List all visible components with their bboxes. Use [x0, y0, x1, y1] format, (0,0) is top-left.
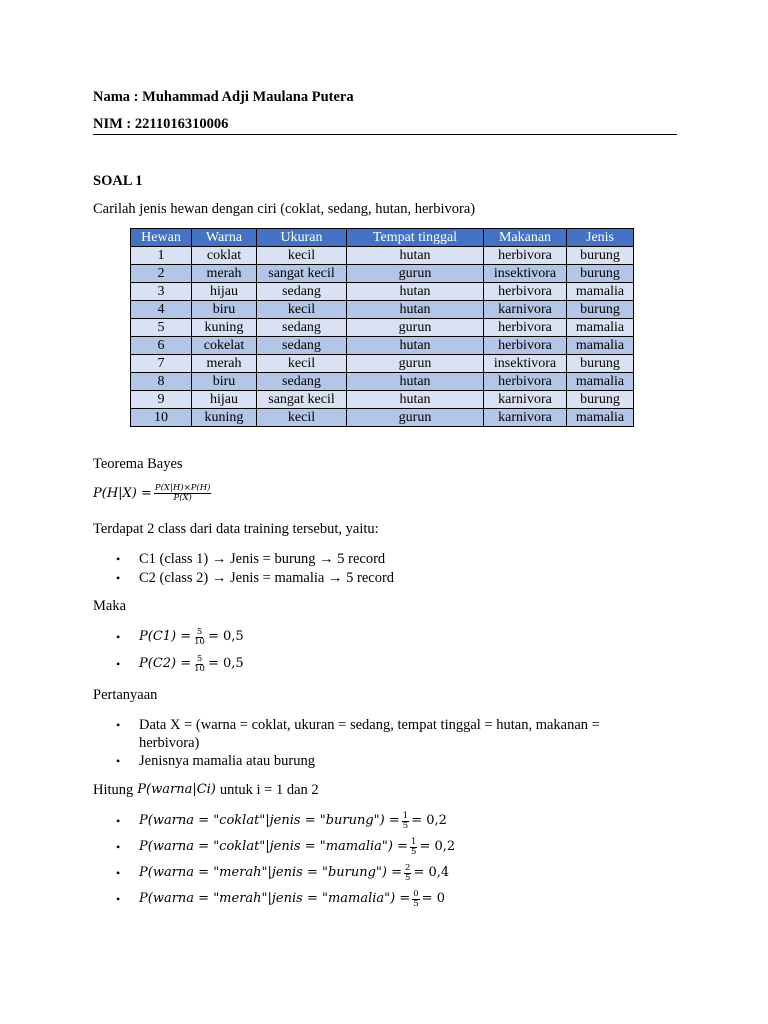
table-cell: herbivora: [484, 247, 567, 265]
likelihood-result: = 0: [421, 891, 445, 906]
table-cell: sedang: [257, 373, 347, 391]
likelihood-fraction: [404, 864, 411, 883]
table-header-row: [131, 229, 634, 247]
table-cell: 4: [131, 301, 192, 319]
table-cell: hutan: [347, 301, 484, 319]
table-cell: gurun: [347, 265, 484, 283]
table-cell: merah: [192, 355, 257, 373]
likelihood-lhs: P(warna = "coklat"|jenis = "mamalia") =: [139, 839, 409, 854]
table-cell: kecil: [257, 409, 347, 427]
table-cell: hijau: [192, 283, 257, 301]
table-cell: biru: [192, 301, 257, 319]
bayes-formula: [93, 484, 213, 503]
classes-intro: Terdapat 2 class dari data training tersebut, yaitu:: [93, 521, 379, 537]
prior-numerator: 5: [196, 626, 203, 637]
table-row: [131, 247, 634, 265]
likelihood-numerator: 0: [413, 888, 419, 899]
table-cell: 3: [131, 283, 192, 301]
likelihood-denominator: 5: [411, 846, 417, 857]
likelihood-item: [139, 808, 447, 834]
likelihood-denominator: 5: [413, 898, 419, 909]
likelihood-result: = 0,2: [419, 839, 456, 854]
table-cell: kecil: [257, 301, 347, 319]
prior-fraction: [193, 628, 206, 647]
likelihood-lhs: P(warna = "merah"|jenis = "burung") =: [139, 865, 403, 880]
table-cell: hutan: [347, 247, 484, 265]
table-cell: mamalia: [567, 319, 634, 337]
bullet-icon: •: [116, 552, 121, 566]
bullet-icon: •: [116, 814, 121, 828]
table-cell: hutan: [347, 373, 484, 391]
table-cell: biru: [192, 373, 257, 391]
likelihood-denominator: 5: [402, 820, 409, 831]
table-cell: herbivora: [484, 337, 567, 355]
table-cell: kecil: [257, 247, 347, 265]
table-cell: 7: [131, 355, 192, 373]
prior-result: = 0,5: [207, 629, 244, 644]
table-cell: burung: [567, 247, 634, 265]
table-cell: kuning: [192, 409, 257, 427]
table-cell: 6: [131, 337, 192, 355]
class-item: C2 (class 2) → Jenis = mamalia → 5 record: [139, 570, 395, 586]
pertanyaan-title: Pertanyaan: [93, 687, 158, 703]
likelihood-item: [139, 886, 445, 912]
table-cell: kuning: [192, 319, 257, 337]
table-header-cell: Makanan: [484, 229, 567, 247]
table-row: [131, 301, 634, 319]
table-cell: karnivora: [484, 409, 567, 427]
animal-data-table: [130, 228, 634, 427]
table-cell: coklat: [192, 247, 257, 265]
bullet-icon: •: [116, 892, 121, 906]
table-row: [131, 373, 634, 391]
table-cell: 1: [131, 247, 192, 265]
table-row: [131, 355, 634, 373]
bayes-numerator: P(X|H)×P(H): [154, 483, 211, 493]
bayes-denominator: P(X): [173, 493, 192, 503]
table-cell: burung: [567, 265, 634, 283]
question-jenis: Jenisnya mamalia atau burung: [139, 753, 315, 769]
table-cell: herbivora: [484, 373, 567, 391]
table-cell: 9: [131, 391, 192, 409]
bayes-fraction: [154, 484, 212, 503]
table-cell: gurun: [347, 355, 484, 373]
table-cell: mamalia: [567, 337, 634, 355]
likelihood-fraction: [402, 812, 409, 831]
bullet-icon: •: [116, 571, 121, 585]
prior-c1: [139, 624, 244, 650]
prior-c2: [139, 651, 244, 677]
student-name: Nama : Muhammad Adji Maulana Putera: [93, 89, 354, 105]
bayes-lhs: P(H|X) =: [93, 485, 152, 501]
table-cell: burung: [567, 301, 634, 319]
question-prompt: Carilah jenis hewan dengan ciri (coklat, sedang, hutan, herbivora): [93, 201, 476, 217]
table-cell: kecil: [257, 355, 347, 373]
table-cell: herbivora: [484, 319, 567, 337]
table-cell: hutan: [347, 391, 484, 409]
hitung-line: [93, 781, 319, 799]
table-header-cell: Ukuran: [257, 229, 347, 247]
table-cell: sedang: [257, 319, 347, 337]
table-cell: sangat kecil: [257, 265, 347, 283]
table-cell: 8: [131, 373, 192, 391]
table-cell: herbivora: [484, 283, 567, 301]
table-row: [131, 283, 634, 301]
bayes-title: Teorema Bayes: [93, 456, 183, 472]
table-header-cell: Jenis: [567, 229, 634, 247]
table-row: [131, 319, 634, 337]
likelihood-item: [139, 860, 449, 886]
table-cell: burung: [567, 355, 634, 373]
header-divider: [93, 134, 677, 135]
table-cell: merah: [192, 265, 257, 283]
table-cell: sedang: [257, 283, 347, 301]
likelihood-numerator: 1: [402, 810, 409, 821]
table-cell: insektivora: [484, 355, 567, 373]
table-cell: 2: [131, 265, 192, 283]
table-row: [131, 337, 634, 355]
table-cell: mamalia: [567, 373, 634, 391]
prior-lhs: P(C1) =: [139, 629, 192, 644]
table-cell: mamalia: [567, 409, 634, 427]
table-cell: insektivora: [484, 265, 567, 283]
prior-result: = 0,5: [207, 656, 244, 671]
table-cell: mamalia: [567, 283, 634, 301]
table-header-cell: Tempat tinggal: [347, 229, 484, 247]
table-header-cell: Hewan: [131, 229, 192, 247]
table-cell: karnivora: [484, 391, 567, 409]
bullet-icon: •: [116, 840, 121, 854]
table-cell: gurun: [347, 409, 484, 427]
bullet-icon: •: [116, 718, 121, 732]
maka-title: Maka: [93, 598, 127, 614]
table-cell: hutan: [347, 283, 484, 301]
table-row: [131, 409, 634, 427]
table-row: [131, 265, 634, 283]
table-cell: gurun: [347, 319, 484, 337]
likelihood-item: [139, 834, 455, 860]
question-data-line2: herbivora): [139, 735, 200, 751]
prior-fraction: [193, 655, 206, 674]
likelihood-lhs: P(warna = "coklat"|jenis = "burung") =: [139, 813, 400, 828]
table-header-cell: Warna: [192, 229, 257, 247]
hitung-expr: P(warna|Ci): [137, 782, 216, 797]
prior-denominator: 10: [194, 663, 205, 674]
prior-denominator: 10: [194, 636, 205, 647]
likelihood-result: = 0,4: [413, 865, 450, 880]
likelihood-fraction: [412, 890, 419, 909]
likelihood-lhs: P(warna = "merah"|jenis = "mamalia") =: [139, 891, 411, 906]
table-row: [131, 391, 634, 409]
likelihood-numerator: 1: [411, 836, 417, 847]
bullet-icon: •: [116, 630, 121, 644]
table-cell: burung: [567, 391, 634, 409]
likelihood-fraction: [410, 838, 417, 857]
table-cell: hijau: [192, 391, 257, 409]
likelihood-denominator: 5: [405, 872, 411, 883]
table-cell: sedang: [257, 337, 347, 355]
hitung-suffix: untuk i = 1 dan 2: [219, 782, 319, 798]
table-cell: sangat kecil: [257, 391, 347, 409]
student-nim: NIM : 2211016310006: [93, 116, 229, 132]
prior-lhs: P(C2) =: [139, 656, 192, 671]
bullet-icon: •: [116, 754, 121, 768]
section-title: SOAL 1: [93, 173, 143, 189]
question-data-line1: Data X = (warna = coklat, ukuran = sedang, tempat tinggal = hutan, makanan =: [139, 717, 600, 733]
prior-numerator: 5: [196, 653, 203, 664]
bullet-icon: •: [116, 657, 121, 671]
bullet-icon: •: [116, 866, 121, 880]
likelihood-numerator: 2: [405, 862, 411, 873]
likelihood-result: = 0,2: [411, 813, 447, 828]
table-cell: hutan: [347, 337, 484, 355]
table-cell: karnivora: [484, 301, 567, 319]
table-cell: 5: [131, 319, 192, 337]
table-cell: cokelat: [192, 337, 257, 355]
class-item: C1 (class 1) → Jenis = burung → 5 record: [139, 551, 386, 567]
hitung-prefix: Hitung: [93, 782, 134, 798]
table-cell: 10: [131, 409, 192, 427]
